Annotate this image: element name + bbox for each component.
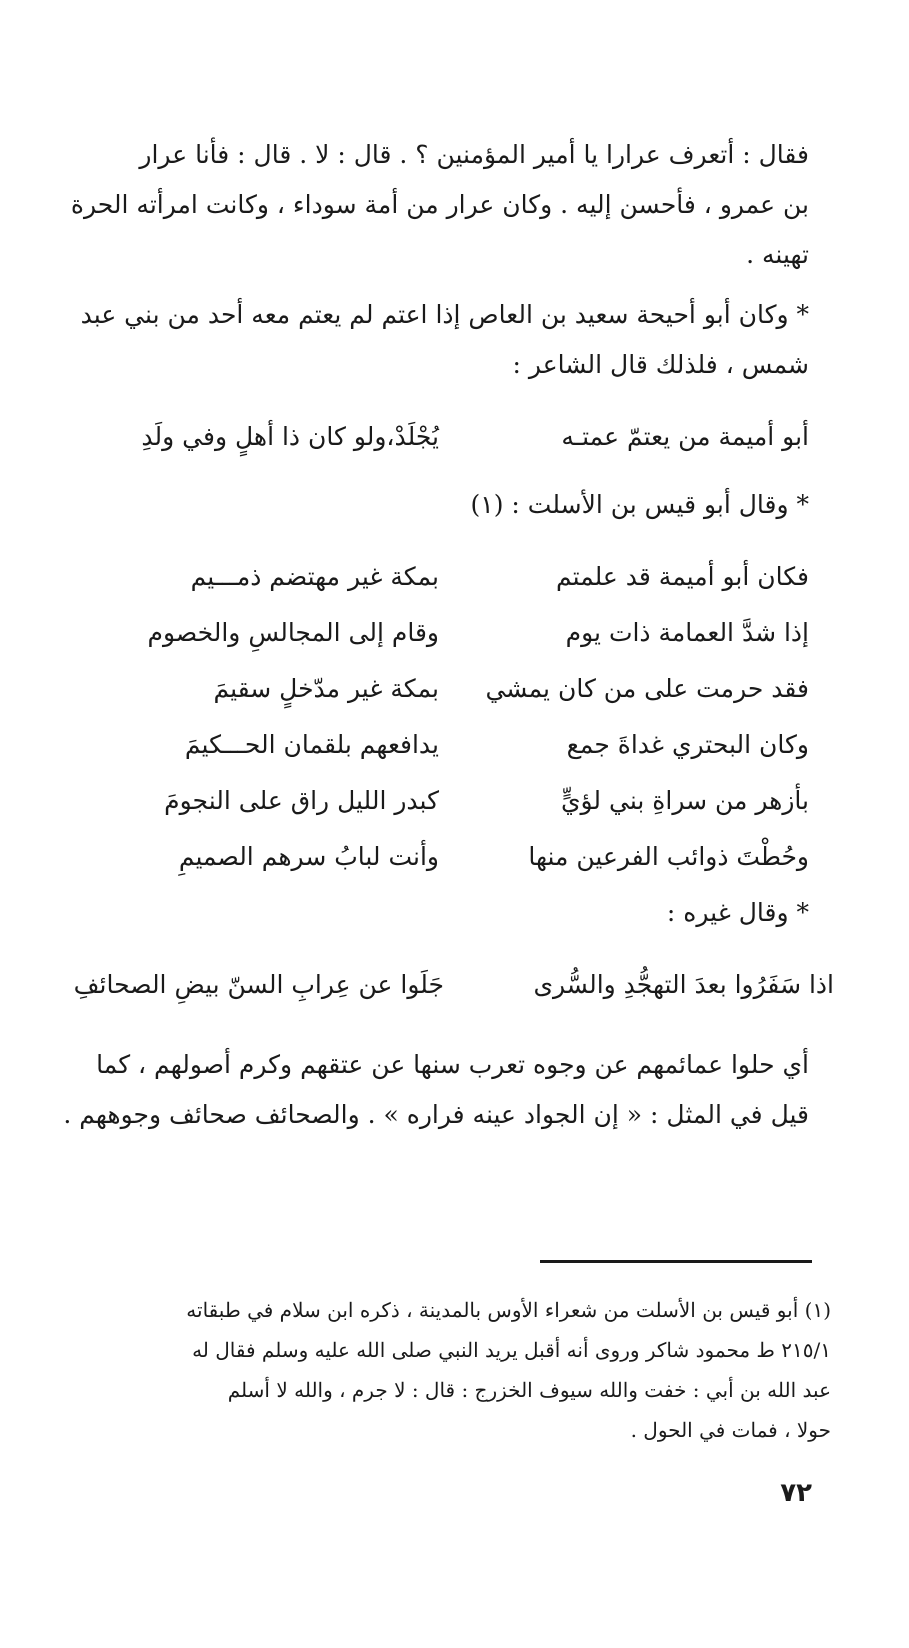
poem-2-verse <box>79 664 809 714</box>
verse-3-second-hemistich: جَلَوا عن عِرابِ السنّ بيضِ الصحائفِ <box>73 970 444 999</box>
poem-2-verse <box>79 832 809 882</box>
poem-2-verse-4-first: وكان البحتري غداةَ جمع <box>566 730 809 759</box>
verse-1-second-hemistich: يُجْلَدْ،ولو كان ذا أهلٍ وفي ولَدِ <box>141 422 439 451</box>
poem-2-verse-1-first: فكان أبو أميمة قد علمتم <box>556 562 809 591</box>
poem-2-intro: * وقال أبو قيس بن الأسلت : (١) <box>470 490 809 519</box>
footnote-line-1: (١) أبو قيس بن الأسلت من شعراء الأوس بالمدينة ، ذكره ابن سلام في طبقاته <box>186 1298 831 1322</box>
verse-3-first-hemistich: اذا سَفَرُوا بعدَ التهجُّدِ والسُّرى <box>533 970 834 999</box>
poem-2-verse-5-second: كبدر الليل راق على النجومَ <box>164 786 439 815</box>
footnote-line-2: ٢١٥/١ ط محمود شاكر وروى أنه أقبل يريد النبي صلى الله عليه وسلم فقال له <box>192 1338 831 1362</box>
verse-1 <box>79 412 809 462</box>
poem-2-verse-6-second: وأنت لبابُ سرهم الصميمِ <box>178 842 439 871</box>
paragraph-3-line-2: قيل في المثل : « إن الجواد عينه فراره » . والصحائف صحائف وجوههم . <box>63 1100 809 1129</box>
poem-2-verse-3-second: بمكة غير مدّخلٍ سقيمَ <box>213 674 439 703</box>
paragraph-3 <box>63 1040 809 1140</box>
footnote-separator <box>540 1260 812 1263</box>
poem-2-verse-6-first: وحُطْتَ ذوائب الفرعين منها <box>528 842 809 871</box>
poem-2-verse-1-second: بمكة غير مهتضم ذمـــيم <box>190 562 439 591</box>
poem-3-intro: * وقال غيره : <box>666 898 809 927</box>
paragraph-1 <box>70 130 809 280</box>
paragraph-3-line-1: أي حلوا عمائمهم عن وجوه تعرب سنها عن عتقهم وكرم أصولهم ، كما <box>96 1050 809 1079</box>
poem-2-verse <box>79 776 809 826</box>
poem-2-verse <box>79 608 809 658</box>
footnote <box>79 1290 831 1450</box>
poem-2-verse-2-second: وقام إلى المجالسِ والخصوم <box>147 618 439 647</box>
verse-3 <box>74 960 834 1010</box>
poem-2-verse-2-first: إذا شدَّ العمامة ذات يوم <box>565 618 809 647</box>
poem-2-verse <box>79 552 809 602</box>
footnote-line-4: حولا ، فمات في الحول . <box>630 1418 831 1442</box>
paragraph-2 <box>79 290 809 390</box>
paragraph-2-line-2: شمس ، فلذلك قال الشاعر : <box>512 350 809 379</box>
poem-2-verse-5-first: بأزهر من سراةِ بني لؤيٍّ <box>560 786 809 815</box>
poem-2-verse <box>79 720 809 770</box>
paragraph-1-line-2: بن عمرو ، فأحسن إليه . وكان عرار من أمة سوداء ، وكانت امرأته الحرة <box>70 190 809 219</box>
paragraph-1-line-3: تهينه . <box>746 240 809 269</box>
footnote-line-3: عبد الله بن أبي : خفت والله سيوف الخزرج : قال : لا جرم ، والله لا أسلم <box>227 1378 831 1402</box>
poem-2-verse-4-second: يدافعهم بلقمان الحـــكيمَ <box>184 730 439 759</box>
page-number: ٧٢ <box>780 1478 812 1508</box>
paragraph-1-line-1: فقال : أتعرف عرارا يا أمير المؤمنين ؟ . قال : لا . قال : فأنا عرار <box>139 140 809 169</box>
poem-2-verse-3-first: فقد حرمت على من كان يمشي <box>485 674 809 703</box>
verse-1-first-hemistich: أبو أميمة من يعتمّ عمتـه <box>561 422 809 451</box>
paragraph-2-line-1: * وكان أبو أحيحة سعيد بن العاص إذا اعتم لم يعتم معه أحد من بني عبد <box>80 300 809 329</box>
